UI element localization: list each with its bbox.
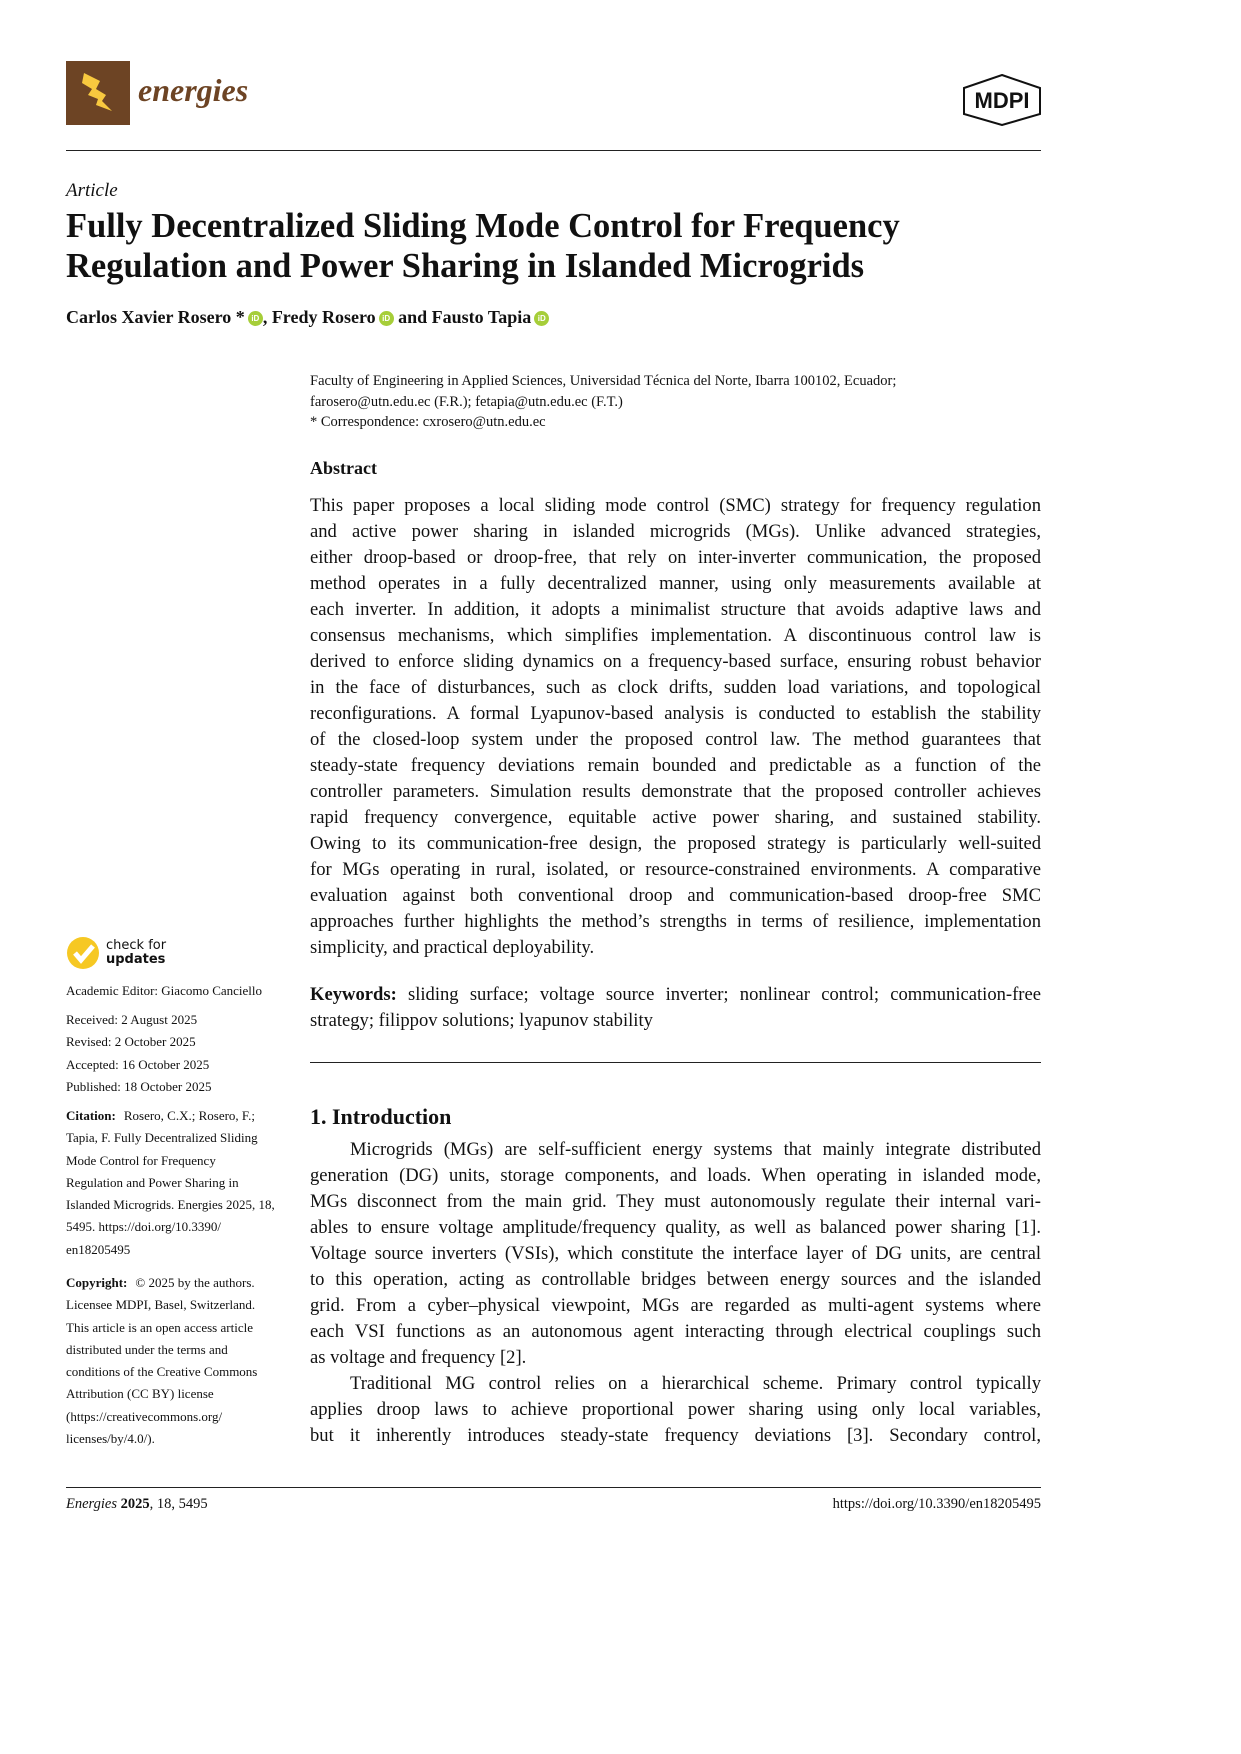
citation — [66, 1105, 291, 1261]
title-line: Regulation and Power Sharing in Islanded Microgrids — [66, 247, 865, 285]
body-line: Traditional MG control relies on a hierarchical scheme. Primary control typically — [350, 1373, 1041, 1394]
keywords-text: sliding surface; voltage source inverter; nonlinear control; communication-free — [396, 984, 1041, 1005]
sidebar-row — [66, 1428, 291, 1450]
abstract-line: either droop-based or droop-free, that rely on inter-inverter communication, the proposed — [310, 547, 1041, 568]
abstract-line: controller parameters. Simulation results demonstrate that the proposed controller achieves — [310, 781, 1041, 802]
body-line: but it inherently introduces steady-state frequency deviations [3]. Secondary control, — [310, 1425, 1041, 1446]
keywords-text: strategy; filippov solutions; lyapunov stability — [310, 1010, 653, 1031]
body-line: MGs disconnect from the main grid. They must autonomously regulate their internal vari- — [310, 1191, 1041, 1212]
label: Citation: — [66, 1108, 116, 1123]
sidebar-row — [66, 1339, 291, 1361]
body-line: Microgrids (MGs) are self-sufficient energy systems that mainly integrate distributed — [350, 1139, 1041, 1160]
affiliation — [310, 371, 896, 433]
mdpi-logo — [962, 74, 1042, 124]
journal-logo — [66, 61, 130, 125]
abstract-heading: Abstract — [310, 458, 377, 478]
abstract-line: steady-state frequency deviations remain bounded and predictable as a function of the — [310, 755, 1041, 776]
check-for-text: check for — [106, 938, 167, 953]
sidebar-line: Tapia, F. Fully Decentralized Sliding — [66, 1130, 258, 1146]
orcid-icon[interactable]: iD — [248, 311, 263, 326]
sidebar-line: distributed under the terms and — [66, 1341, 228, 1357]
abstract-line: approaches further highlights the method’s strengths in terms of resilience, implementation — [310, 911, 1041, 932]
updates-text: updates — [106, 952, 166, 967]
sidebar-line: Licensee MDPI, Basel, Switzerland. — [66, 1297, 256, 1313]
sidebar-line: Attribution (CC BY) license — [66, 1386, 214, 1402]
footer-doi[interactable]: https://doi.org/10.3390/en18205495 — [832, 1496, 1041, 1512]
body-line: as voltage and frequency [2]. — [310, 1347, 527, 1368]
sidebar-line: This article is an open access article — [66, 1319, 253, 1335]
body-line: ables to ensure voltage amplitude/frequency quality, as well as balanced power sharing [1]. — [310, 1217, 1041, 1238]
footer-citation: Energies 2025, 18, 5495 — [66, 1496, 208, 1512]
journal-name: energies — [138, 72, 249, 108]
abstract-line: consensus mechanisms, which simplifies implementation. A discontinuous control law is — [310, 625, 1041, 646]
authors — [66, 307, 549, 328]
sidebar-line: © 2025 by the authors. — [135, 1275, 255, 1290]
affiliation-line: Faculty of Engineering in Applied Sciences, Universidad Técnica del Norte, Ibarra 100102, Ecuador; — [310, 373, 897, 389]
copyright — [66, 1272, 291, 1450]
sidebar-row — [66, 1272, 291, 1294]
sidebar-line: (https://creativecommons.org/ — [66, 1408, 223, 1424]
author: , Fredy Rosero — [262, 307, 376, 327]
sidebar-row — [66, 1383, 291, 1405]
footer-rule — [66, 1487, 1041, 1488]
check-for-updates-badge[interactable] — [66, 936, 166, 970]
abstract-line: evaluation against both conventional droop and communication-based droop-free SMC — [310, 885, 1041, 906]
sidebar-row — [66, 1127, 291, 1149]
orcid-icon[interactable]: iD — [534, 311, 549, 326]
abstract-line: derived to enforce sliding dynamics on a frequency-based surface, ensuring robust behavior — [310, 651, 1041, 672]
sidebar-line: conditions of the Creative Commons — [66, 1364, 258, 1380]
body-line: applies droop laws to achieve proportional power sharing using only local variables, — [310, 1399, 1041, 1420]
article-type: Article — [66, 180, 118, 201]
body-line: generation (DG) units, storage components, and loads. When operating in islanded mode, — [310, 1165, 1041, 1186]
abstract-line: simplicity, and practical deployability. — [310, 937, 595, 958]
sidebar-row — [66, 1054, 291, 1076]
sidebar-line: Published: 18 October 2025 — [66, 1078, 212, 1094]
abstract-line: for MGs operating in rural, isolated, or resource-constrained environments. A comparative — [310, 859, 1041, 880]
abstract-line: reconfigurations. A formal Lyapunov-based analysis is conducted to establish the stability — [310, 703, 1041, 724]
sidebar-row — [66, 1194, 291, 1216]
abstract-line: in the face of disturbances, such as clock drifts, sudden load variations, and topological — [310, 677, 1041, 698]
sidebar-line: Mode Control for Frequency — [66, 1152, 216, 1168]
sidebar-row — [66, 1105, 291, 1127]
affiliation-emails: farosero@utn.edu.ec (F.R.); fetapia@utn.edu.ec (F.T.) — [310, 393, 623, 410]
abstract-line: and active power sharing in islanded microgrids (MGs). Unlike advanced strategies, — [310, 521, 1041, 542]
author: and Fausto Tapia — [398, 307, 532, 327]
sidebar-row — [66, 1009, 291, 1031]
sidebar-row — [66, 1317, 291, 1339]
sidebar-row — [66, 1031, 291, 1053]
sidebar-line: Revised: 2 October 2025 — [66, 1034, 196, 1050]
abstract-line: method operates in a fully decentralized manner, using only measurements available at — [310, 573, 1041, 594]
abstract-line: of the closed-loop system under the proposed control law. The method guarantees that — [310, 729, 1041, 750]
section-heading: 1. Introduction — [310, 1104, 452, 1129]
title-line: Fully Decentralized Sliding Mode Control for Frequency — [66, 207, 900, 245]
sidebar-line: licenses/by/4.0/). — [66, 1431, 155, 1447]
sidebar-line: Regulation and Power Sharing in — [66, 1174, 239, 1190]
sidebar-row — [66, 1172, 291, 1194]
svg-text:MDPI: MDPI — [974, 88, 1030, 113]
abstract-body — [310, 493, 1041, 961]
sidebar-row — [66, 1294, 291, 1316]
abstract-line: This paper proposes a local sliding mode control (SMC) strategy for frequency regulation — [310, 495, 1041, 516]
orcid-icon[interactable]: iD — [379, 311, 394, 326]
label: Copyright: — [66, 1275, 128, 1290]
sidebar-line: Accepted: 16 October 2025 — [66, 1056, 210, 1072]
abstract-line: Owing to its communication-free design, the proposed strategy is particularly well-suited — [310, 833, 1041, 854]
correspondence: * Correspondence: cxrosero@utn.edu.ec — [310, 414, 546, 430]
lightning-bolt-icon — [66, 61, 130, 125]
sidebar-line: en18205495 — [66, 1241, 131, 1257]
abstract-line: each inverter. In addition, it adopts a minimalist structure that avoids adaptive laws and — [310, 599, 1041, 620]
section-rule — [310, 1062, 1041, 1063]
body-line: grid. From a cyber–physical viewpoint, MGs are regarded as multi-agent systems where — [310, 1295, 1041, 1316]
body-line: to this operation, acting as controllable bridges between energy sources and the islanded — [310, 1269, 1041, 1290]
intro-paragraph-1 — [310, 1137, 1041, 1371]
keywords — [310, 982, 1041, 1034]
sidebar-line: Rosero, C.X.; Rosero, F.; — [123, 1108, 255, 1123]
sidebar-row — [66, 1239, 291, 1261]
keywords-label: Keywords: — [310, 984, 397, 1005]
check-icon — [66, 936, 100, 970]
sidebar-line: Received: 2 August 2025 — [66, 1012, 198, 1027]
sidebar-row — [66, 1150, 291, 1172]
abstract-line: rapid frequency convergence, equitable active power sharing, and sustained stability. — [310, 807, 1041, 828]
body-line: each VSI functions as an autonomous agent interacting through electrical couplings such — [310, 1321, 1041, 1342]
sidebar-row — [66, 1361, 291, 1383]
sidebar-line: Islanded Microgrids. Energies 2025, 18, — [66, 1197, 275, 1213]
academic-editor: Academic Editor: Giacomo Canciello — [66, 983, 263, 998]
sidebar-row — [66, 1406, 291, 1428]
sidebar-line: 5495. https://doi.org/10.3390/ — [66, 1219, 222, 1235]
author: Carlos Xavier Rosero * — [66, 307, 245, 327]
intro-paragraph-2 — [310, 1371, 1041, 1449]
paper-title — [66, 206, 1041, 286]
dates — [66, 1009, 291, 1098]
body-line: Voltage source inverters (VSIs), which constitute the interface layer of DG units, are central — [310, 1243, 1041, 1264]
sidebar-row — [66, 1076, 291, 1098]
sidebar-row — [66, 1216, 291, 1238]
header-rule — [66, 150, 1041, 151]
